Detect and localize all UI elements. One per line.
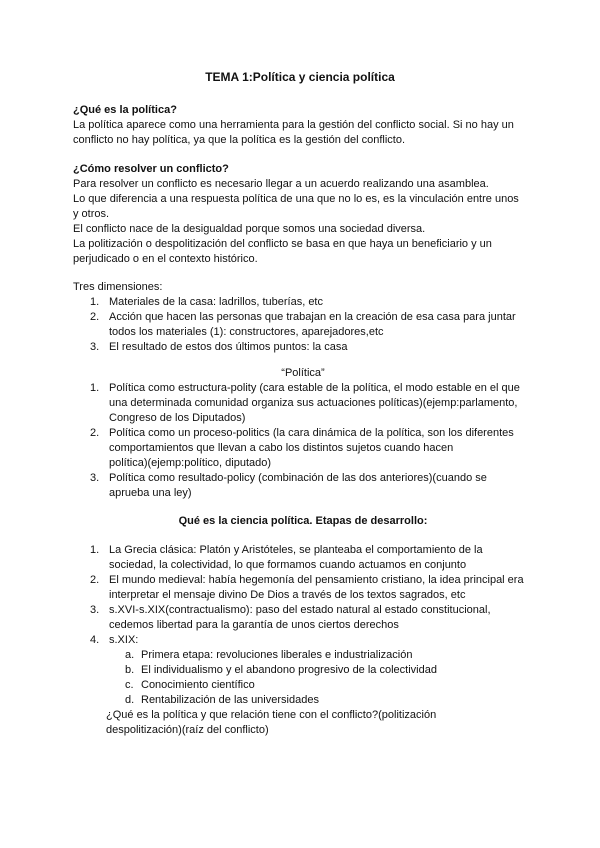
sublist-item bbox=[73, 648, 533, 663]
list-line: El mundo medieval: había hegemonía del pensamiento cristiano, la idea principal era bbox=[109, 574, 524, 586]
list-line: Materiales de la casa: ladrillos, tuberías, etc bbox=[109, 296, 323, 308]
list-line: s.XVI-s.XIX(contractualismo): paso del estado natural al estado constitucional, bbox=[109, 604, 491, 616]
sublist-text: Primera etapa: revoluciones liberales e industrialización bbox=[141, 649, 413, 661]
paragraph-line: conflicto no hay política, ya que la política es la gestión del conflicto. bbox=[73, 134, 406, 146]
list-item bbox=[73, 573, 533, 603]
section-label: “Política” bbox=[281, 367, 325, 379]
lettered-sublist bbox=[73, 648, 533, 708]
list-line: Política como resultado-policy (combinación de las dos anteriores)(cuando se bbox=[109, 472, 487, 484]
sublist-item bbox=[73, 693, 533, 708]
list-number: 2. bbox=[90, 574, 100, 586]
paragraph-line: Para resolver un conflicto es necesario llegar a un acuerdo realizando una asamblea. bbox=[73, 178, 489, 190]
list-number: 4. bbox=[90, 634, 100, 646]
paragraph-line: perjudicado o en el contexto histórico. bbox=[73, 253, 258, 265]
sublist-text: El individualismo y el abandono progresivo de la colectividad bbox=[141, 664, 437, 676]
sublist-item bbox=[73, 663, 533, 678]
section-heading: ¿Cómo resolver un conflicto? bbox=[73, 163, 229, 175]
list-item bbox=[73, 340, 533, 355]
section-three-dimensions bbox=[73, 280, 533, 355]
note-line: despolitización)(raíz del conflicto) bbox=[106, 724, 269, 736]
section-what-is-politics bbox=[73, 103, 533, 148]
list-item bbox=[73, 543, 533, 573]
list-line: Política como estructura-polity (cara estable de la política, el modo estable en el que bbox=[109, 382, 520, 394]
list-line: cedemos libertad para la garantía de unos ciertos derechos bbox=[109, 619, 399, 631]
list-item bbox=[73, 381, 533, 426]
section-politica-types bbox=[73, 366, 533, 501]
list-line: La Grecia clásica: Platón y Aristóteles, se planteaba el comportamiento de la bbox=[109, 544, 483, 556]
section-heading: ¿Qué es la política? bbox=[73, 104, 177, 116]
list-item bbox=[73, 633, 533, 648]
closing-question bbox=[73, 708, 533, 738]
section-political-science-stages bbox=[73, 543, 533, 738]
list-line: todos los materiales (1): constructores, aparejadores,etc bbox=[109, 326, 384, 338]
list-number: 1. bbox=[90, 544, 100, 556]
list-item bbox=[73, 603, 533, 633]
list-line: sociedad, la colectividad, lo que formamos cuando actuamos en conjunto bbox=[109, 559, 467, 571]
list-number: 3. bbox=[90, 472, 100, 484]
sublist-letter: b. bbox=[125, 664, 135, 676]
list-line: s.XIX: bbox=[109, 634, 139, 646]
list-number: 1. bbox=[90, 382, 100, 394]
list-line: Acción que hacen las personas que trabajan en la creación de esa casa para juntar bbox=[109, 311, 516, 323]
paragraph-line: La política aparece como una herramienta para la gestión del conflicto social. Si no hay un bbox=[73, 119, 514, 131]
numbered-list bbox=[73, 543, 533, 648]
list-number: 2. bbox=[90, 427, 100, 439]
sublist-text: Rentabilización de las universidades bbox=[141, 694, 319, 706]
list-number: 1. bbox=[90, 296, 100, 308]
paragraph-line: Lo que diferencia a una respuesta política de una que no lo es, es la vinculación entre unos bbox=[73, 193, 519, 205]
list-line: Congreso de los Diputados) bbox=[109, 412, 246, 424]
section-resolve-conflict bbox=[73, 162, 533, 267]
list-line: una determinada comunidad organiza sus actuaciones políticas)(ejemp:parlamento, bbox=[109, 397, 518, 409]
sublist-letter: a. bbox=[125, 649, 135, 661]
numbered-list bbox=[73, 381, 533, 501]
list-line: política)(ejemp:político, diputado) bbox=[109, 457, 272, 469]
list-item bbox=[73, 426, 533, 471]
paragraph-line: El conflicto nace de la desigualdad porque somos una sociedad diversa. bbox=[73, 223, 426, 235]
paragraph-line: y otros. bbox=[73, 208, 110, 220]
paragraph-line: La politización o despolitización del conflicto se basa en que haya un beneficiario y un bbox=[73, 238, 492, 250]
list-line: interpretar el mensaje divino De Dios a través de los textos sagrados, etc bbox=[109, 589, 466, 601]
sublist-item bbox=[73, 678, 533, 693]
list-item bbox=[73, 310, 533, 340]
list-item bbox=[73, 471, 533, 501]
list-line: aprueba una ley) bbox=[109, 487, 192, 499]
list-line: El resultado de estos dos últimos puntos: la casa bbox=[109, 341, 348, 353]
list-number: 2. bbox=[90, 311, 100, 323]
list-item bbox=[73, 295, 533, 310]
document-title: TEMA 1:Política y ciencia política bbox=[205, 70, 395, 84]
section-heading-political-science: Qué es la ciencia política. Etapas de desarrollo: bbox=[178, 515, 428, 527]
sublist-letter: c. bbox=[125, 679, 134, 691]
list-number: 3. bbox=[90, 341, 100, 353]
sublist-letter: d. bbox=[125, 694, 135, 706]
sublist-text: Conocimiento científico bbox=[141, 679, 255, 691]
list-line: Política como un proceso-politics (la cara dinámica de la política, son los diferentes bbox=[109, 427, 514, 439]
list-number: 3. bbox=[90, 604, 100, 616]
numbered-list bbox=[73, 295, 533, 355]
note-line: ¿Qué es la política y que relación tiene con el conflicto?(politización bbox=[106, 709, 437, 721]
list-line: comportamientos que llevan a cabo los distintos sujetos cuando hacen bbox=[109, 442, 454, 454]
list-intro: Tres dimensiones: bbox=[73, 281, 163, 293]
